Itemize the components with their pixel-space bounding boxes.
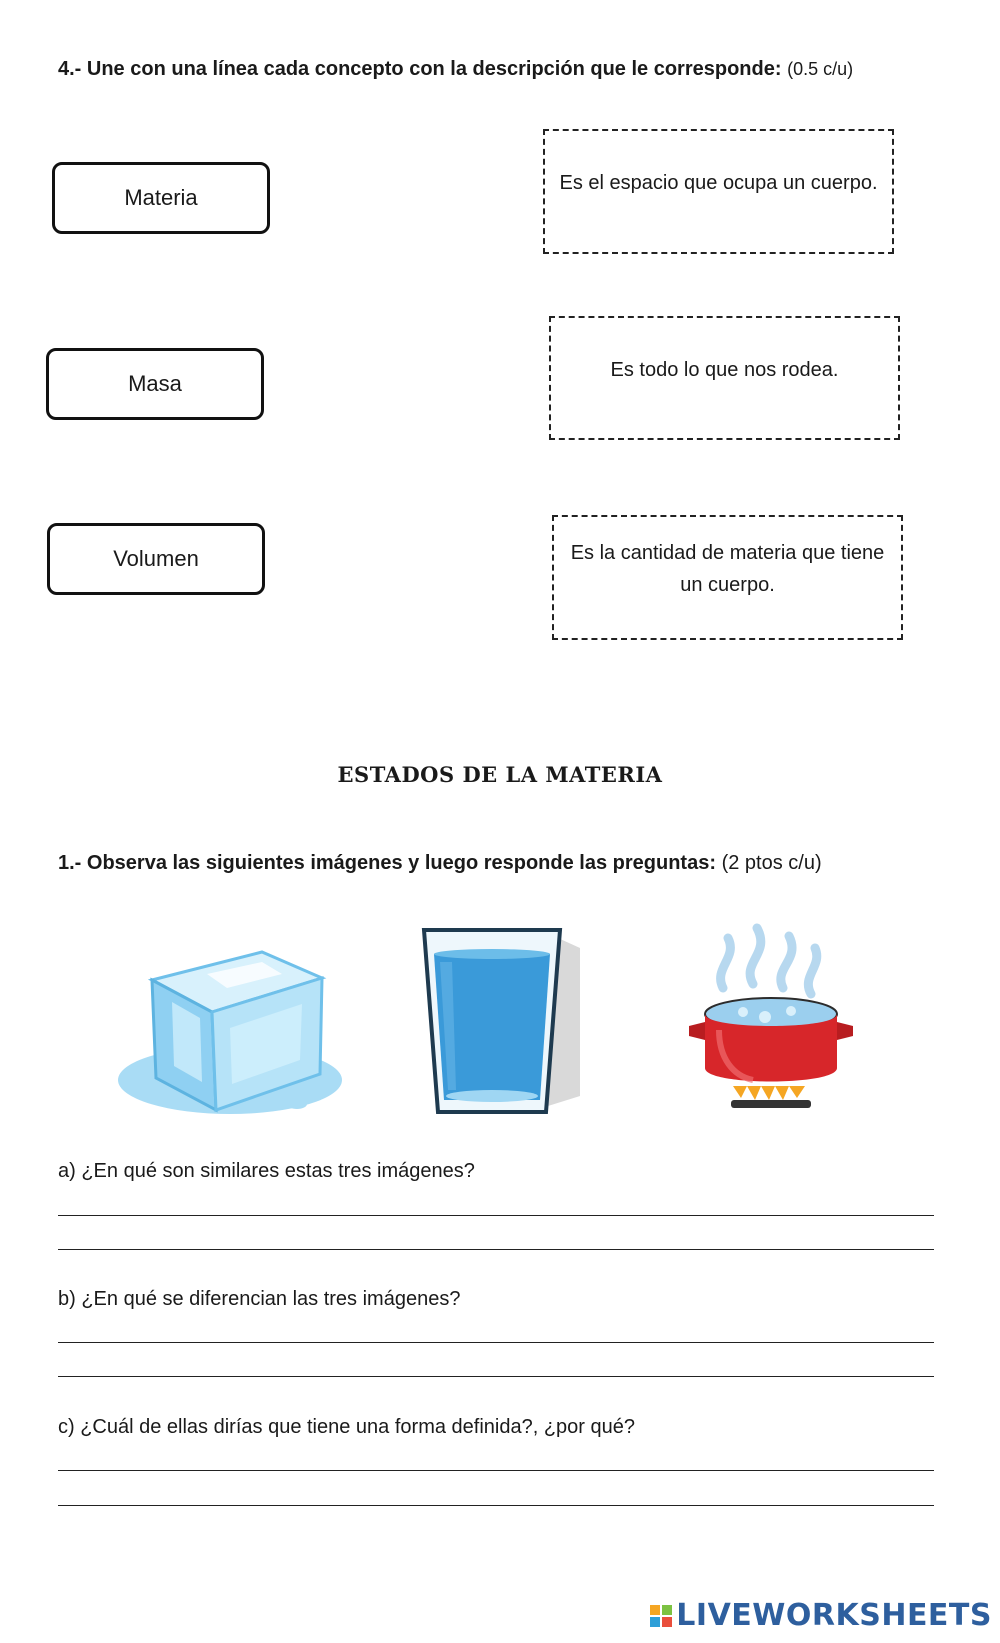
description-box-rodea[interactable] <box>549 316 900 440</box>
exercise-4-points: (0.5 c/u) <box>787 59 854 79</box>
boiling-pot-image <box>683 918 855 1118</box>
liveworksheets-logo <box>650 1598 992 1633</box>
description-text: Es todo lo que nos rodea. <box>610 359 839 381</box>
answer-line-c2[interactable] <box>58 1505 934 1506</box>
answer-line-a1[interactable] <box>58 1215 934 1216</box>
answer-line-b1[interactable] <box>58 1342 934 1343</box>
ice-cube-image <box>112 932 352 1130</box>
section-title: ESTADOS DE LA MATERIA <box>337 762 663 787</box>
concept-label: Materia <box>124 185 198 210</box>
exercise-4-instruction: 4.- Une con una línea cada concepto con la descripción que le corresponde: <box>58 58 782 80</box>
logo-text: LIVEWORKSHEETS <box>676 1598 992 1633</box>
description-text: Es el espacio que ocupa un cuerpo. <box>559 172 878 194</box>
answer-line-b2[interactable] <box>58 1376 934 1377</box>
description-box-espacio[interactable] <box>543 129 894 254</box>
exercise-1-instruction: 1.- Observa las siguientes imágenes y luego responde las preguntas: <box>58 852 716 874</box>
liveworksheets-logo-icon <box>650 1605 672 1627</box>
flame <box>733 1086 805 1100</box>
description-text: Es la cantidad de materia que tiene un cuerpo. <box>570 542 885 596</box>
exercise-4-title <box>58 58 853 81</box>
description-box-cantidad[interactable] <box>552 515 903 640</box>
exercise-1-points: (2 ptos c/u) <box>721 852 822 874</box>
concept-label: Masa <box>128 371 182 396</box>
question-b: b) ¿En qué se diferencian las tres imágenes? <box>58 1288 461 1310</box>
concept-box-materia[interactable] <box>52 162 270 234</box>
answer-line-c1[interactable] <box>58 1470 934 1471</box>
concept-box-volumen[interactable] <box>47 523 265 595</box>
steam <box>721 928 817 994</box>
answer-line-a2[interactable] <box>58 1249 934 1250</box>
concept-box-masa[interactable] <box>46 348 264 420</box>
question-a: a) ¿En qué son similares estas tres imágenes? <box>58 1160 475 1182</box>
glass-of-water-image <box>420 920 592 1120</box>
exercise-1-title <box>58 852 822 875</box>
question-c: c) ¿Cuál de ellas dirías que tiene una forma definida?, ¿por qué? <box>58 1416 636 1438</box>
concept-label: Volumen <box>113 546 199 571</box>
